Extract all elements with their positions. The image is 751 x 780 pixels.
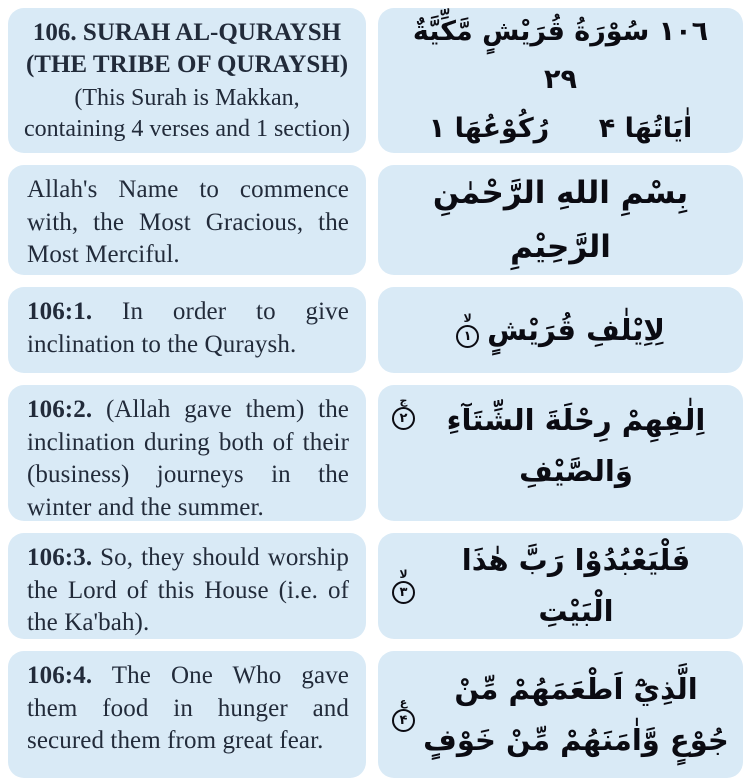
verse-3-arabic-cell [378, 533, 743, 639]
stop-mark-3: لا [399, 567, 408, 581]
ayah-marker-3 [392, 569, 415, 604]
verse-3-english-text: So, they should worship the Lord of this House (i.e. of the Ka'bah). [27, 544, 349, 636]
verse-4-english-cell [8, 651, 366, 778]
bismillah-arabic-text: بِسْمِ اللهِ الرَّحْمٰنِ الرَّحِيْمِ [432, 174, 689, 265]
verse-2-ref: 106:2. [27, 396, 93, 423]
verse-4-ref: 106:4. [27, 662, 93, 689]
ayah-number-4: ۴ [392, 709, 415, 732]
verse-4-arabic-cell [378, 651, 743, 778]
ayah-marker-2 [392, 395, 415, 430]
ayah-number-2: ٢ [392, 407, 415, 430]
verse-1-english-text: In order to give inclination to the Quraysh. [27, 298, 349, 358]
ayah-number-3: ٣ [392, 581, 415, 604]
arabic-surah-title: ١٠٦ سُوْرَةُ قُرَيْشٍ مَّكِّيَّةٌ ٢٩ [412, 15, 709, 96]
ayah-marker-4 [392, 697, 415, 732]
stop-mark-2: ج [399, 394, 408, 407]
verse-4-arabic-text: الَّذِيْٓ اَطْعَمَهُمْ مِّنْ جُوْعٍ وَّاٰمَنَهُمْ مِّنْ خَوْفٍ [423, 671, 729, 757]
verse-1-arabic-cell [378, 287, 743, 373]
verse-3-english-cell [8, 533, 366, 639]
surah-header-arabic [378, 8, 743, 153]
stop-mark-4: ع [399, 696, 408, 709]
ayah-number-1: ١ [456, 325, 479, 348]
bismillah-english-cell [8, 165, 366, 275]
arabic-surah-counts [404, 105, 717, 153]
bismillah-arabic-cell [378, 165, 743, 275]
verse-1-english-cell [8, 287, 366, 373]
stop-mark-1: لا [463, 311, 472, 325]
verse-3-ref: 106:3. [27, 544, 93, 571]
surah-note: (This Surah is Makkan, containing 4 verses and 1 section) [24, 84, 350, 142]
verse-2-english-text: (Allah gave them) the inclination during both of their (business) journeys in the winter and the summer. [27, 396, 349, 521]
ruku-count: رُكُوْعُهَا ١ [428, 112, 550, 144]
verse-3-arabic-text: فَلْيَعْبُدُوْا رَبَّ هٰذَا الْبَيْتِ [461, 543, 691, 628]
surah-title-line2: (THE TRIBE OF QURAYSH) [25, 50, 349, 78]
verse-1-ref: 106:1. [27, 298, 93, 325]
verse-1-arabic-text: لِاِيْلٰفِ قُرَيْشٍ [487, 312, 665, 347]
ayat-count: اٰيَاتُهَا ۴ [598, 112, 693, 144]
bismillah-english-text: Allah's Name to commence with, the Most Gracious, the Most Merciful. [27, 176, 349, 268]
surah-header-english [8, 8, 366, 153]
ayah-marker-1 [456, 313, 479, 348]
verse-2-english-cell [8, 385, 366, 521]
verse-4-english-text: The One Who gave them food in hunger and secured them from great fear. [27, 662, 349, 754]
surah-title-line1: 106. SURAH AL-QURAYSH [32, 18, 342, 46]
verse-2-arabic-text: اِلٰفِهِمْ رِحْلَةَ الشِّتَآءِ وَالصَّيْفِ [446, 403, 706, 488]
verse-2-arabic-cell [378, 385, 743, 521]
translation-grid [8, 8, 743, 778]
